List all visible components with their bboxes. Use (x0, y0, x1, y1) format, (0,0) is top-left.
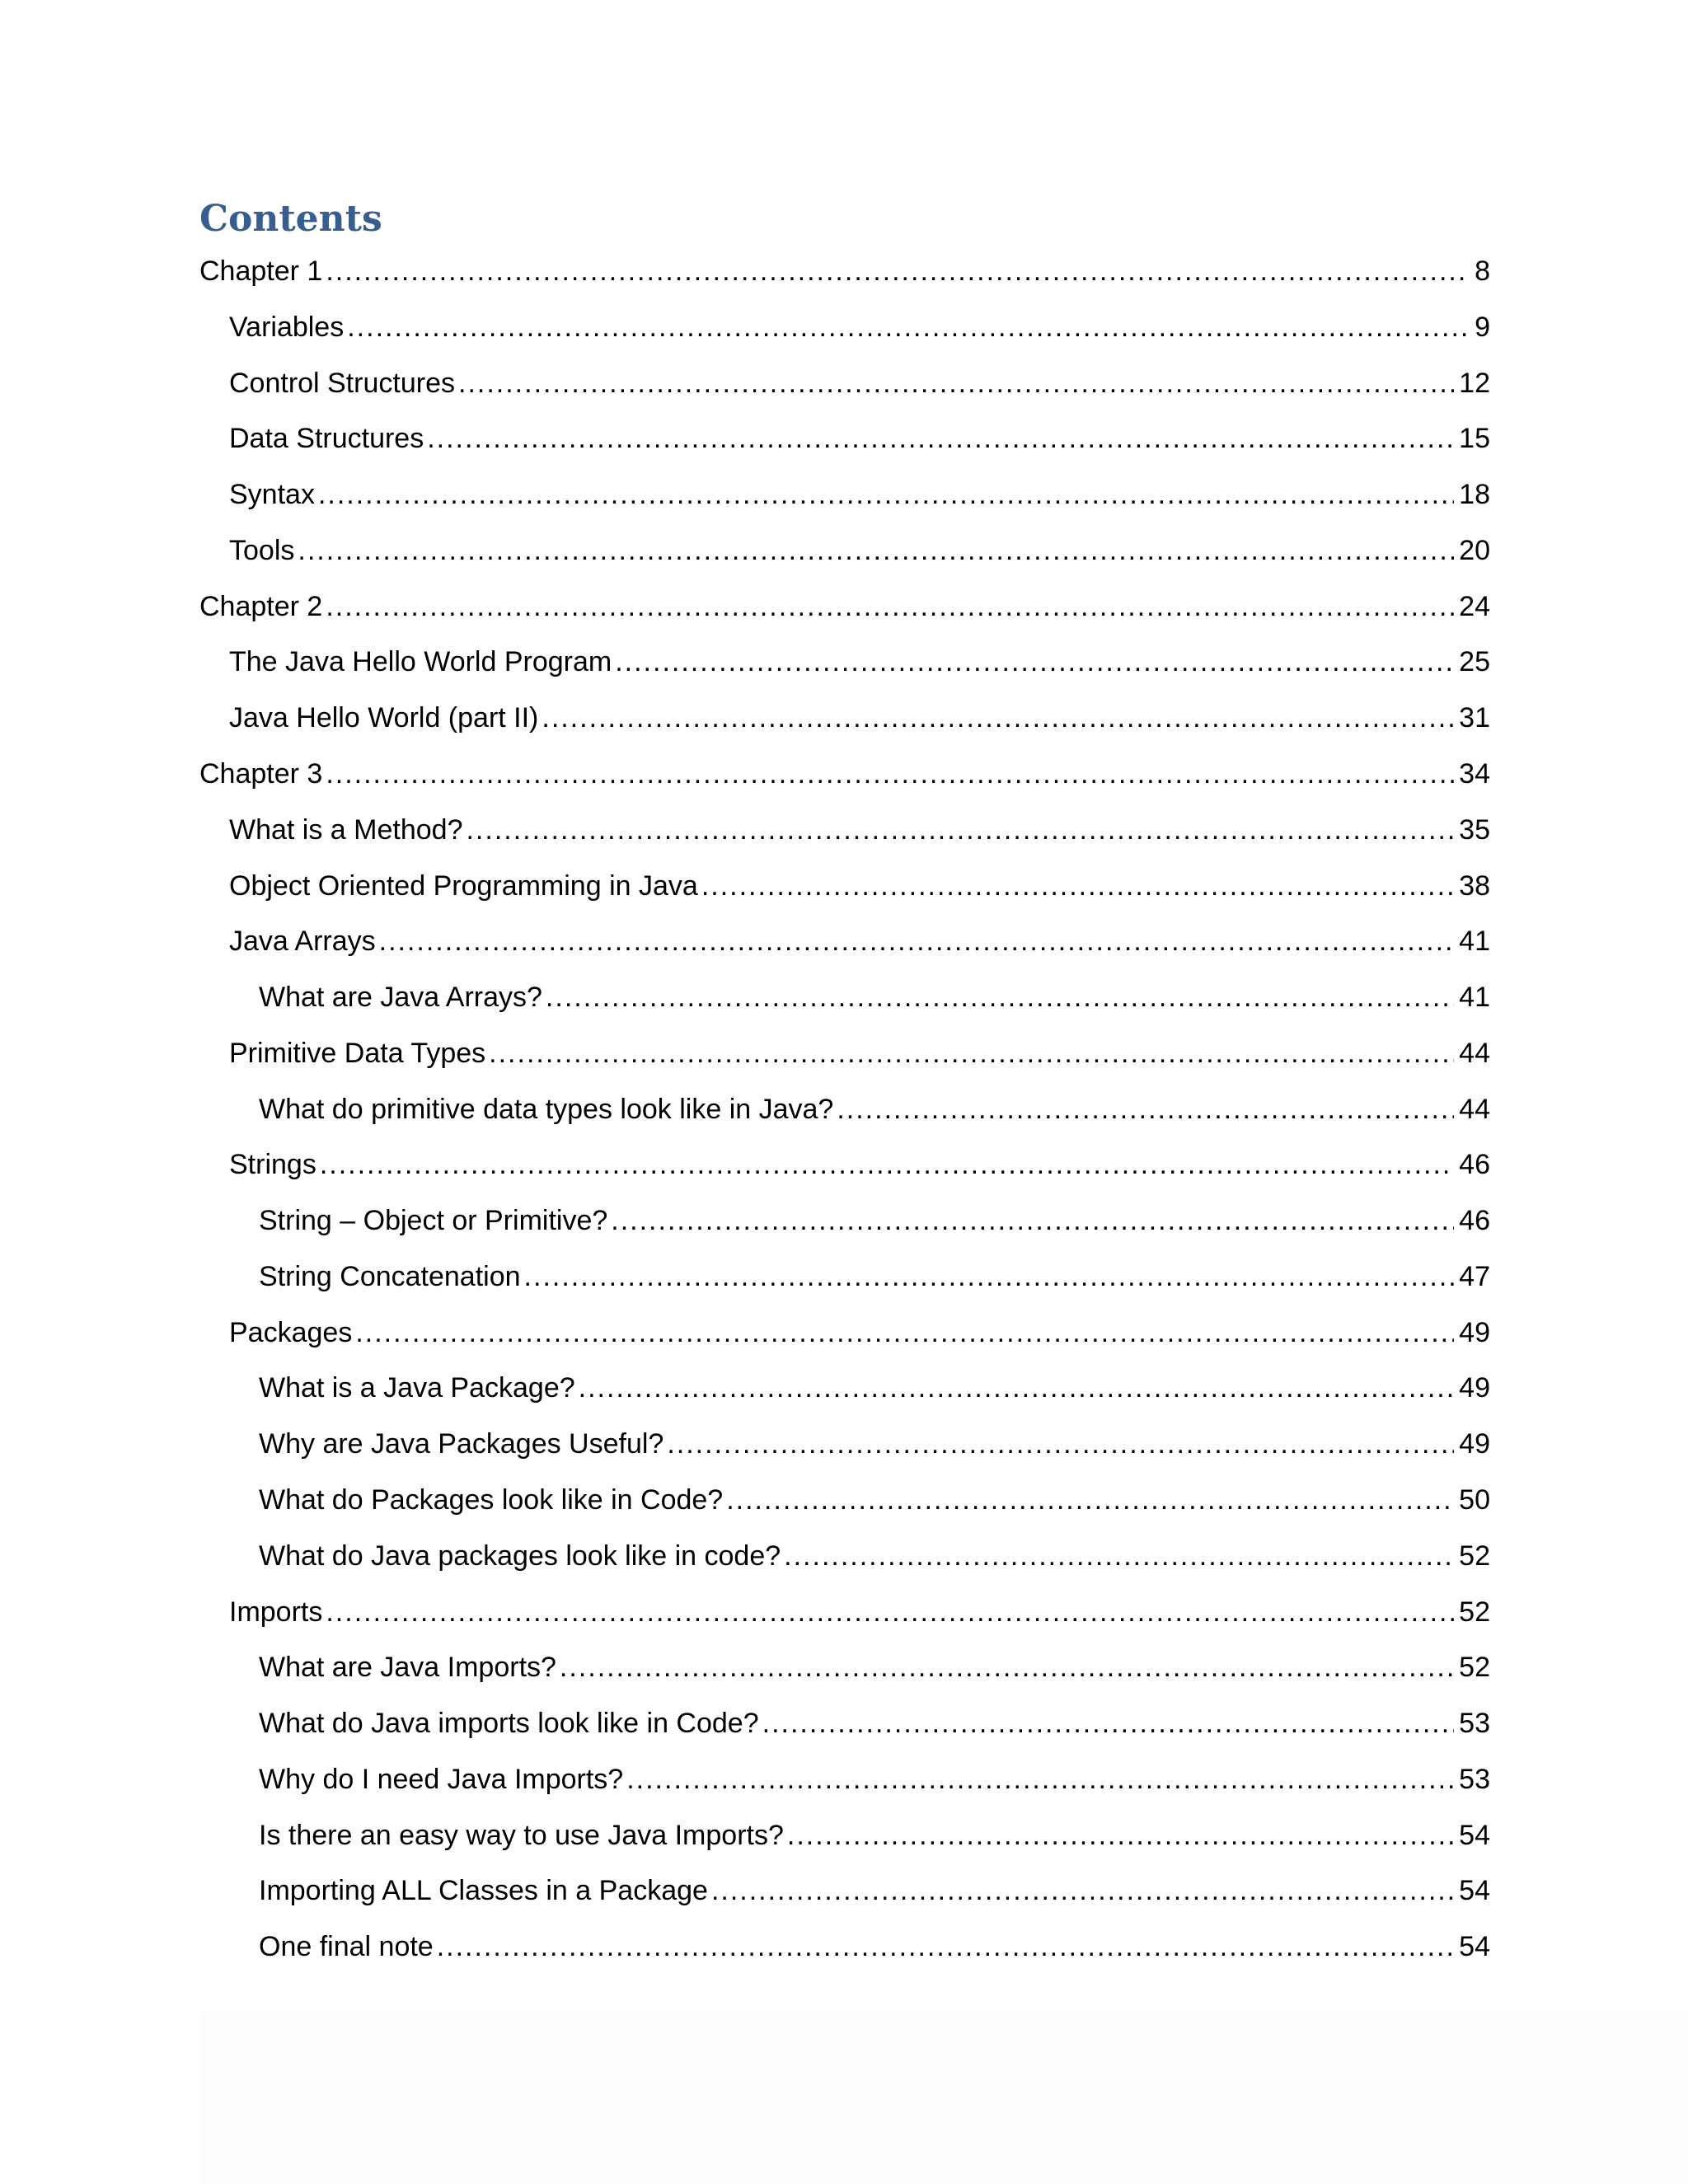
toc-entry-label: Control Structures (229, 367, 455, 399)
toc-entry[interactable] (229, 530, 1490, 571)
toc-dot-leader (626, 1759, 1454, 1800)
toc-entry-label: What do primitive data types look like in Java? (259, 1093, 834, 1125)
toc-entry[interactable] (259, 1535, 1490, 1577)
toc-entry-page-number: 20 (1459, 534, 1490, 566)
toc-entry[interactable] (259, 1367, 1490, 1408)
toc-entry-label: Primitive Data Types (229, 1037, 486, 1069)
toc-dot-leader (379, 921, 1455, 962)
toc-entry-label: Strings (229, 1149, 316, 1181)
toc-dot-leader (560, 1647, 1454, 1688)
toc-dot-leader (437, 1926, 1454, 1967)
toc-entry-page-number: 54 (1459, 1819, 1490, 1851)
toc-entry[interactable] (259, 1089, 1490, 1130)
toc-entry[interactable] (229, 697, 1490, 738)
toc-entry[interactable] (259, 1647, 1490, 1688)
toc-dot-leader (355, 1312, 1454, 1353)
toc-entry[interactable] (259, 1479, 1490, 1521)
toc-entry-page-number: 47 (1459, 1260, 1490, 1292)
toc-dot-leader (466, 809, 1454, 851)
toc-entry-label: Object Oriented Programming in Java (229, 869, 698, 902)
toc-entry-page-number: 38 (1459, 869, 1490, 902)
toc-entry-label: What do Packages look like in Code? (259, 1483, 724, 1516)
toc-dot-leader (542, 697, 1454, 738)
toc-entry[interactable] (229, 474, 1490, 515)
toc-dot-leader (318, 474, 1454, 515)
toc-entry[interactable] (199, 251, 1490, 292)
toc-entry[interactable] (229, 641, 1490, 682)
toc-dot-leader (326, 586, 1454, 627)
toc-entry-page-number: 34 (1459, 757, 1490, 790)
toc-entry-label: What do Java packages look like in code? (259, 1540, 781, 1572)
toc-entry-label: Java Arrays (229, 926, 376, 958)
toc-entry-label: Why are Java Packages Useful? (259, 1428, 664, 1460)
toc-entry[interactable] (229, 1033, 1490, 1074)
toc-dot-leader (427, 418, 1454, 459)
toc-entry-label: String – Object or Primitive? (259, 1205, 608, 1237)
toc-entry-page-number: 53 (1459, 1763, 1490, 1795)
toc-entry-page-number: 25 (1459, 646, 1490, 678)
toc-dot-leader (458, 363, 1454, 404)
toc-entry-page-number: 49 (1459, 1316, 1490, 1348)
toc-entry-label: String Concatenation (259, 1260, 521, 1292)
toc-dot-leader (667, 1423, 1454, 1465)
toc-entry-page-number: 44 (1459, 1037, 1490, 1069)
toc-entry[interactable] (259, 1423, 1490, 1465)
toc-entry-page-number: 46 (1459, 1205, 1490, 1237)
toc-entry-label: Chapter 2 (199, 590, 323, 622)
toc-entry[interactable] (199, 586, 1490, 627)
toc-entry-page-number: 18 (1459, 479, 1490, 511)
toc-entry[interactable] (229, 809, 1490, 851)
toc-dot-leader (762, 1703, 1455, 1744)
toc-entry[interactable] (259, 1870, 1490, 1911)
toc-entry[interactable] (229, 1312, 1490, 1353)
toc-entry[interactable] (229, 921, 1490, 962)
toc-entry-page-number: 44 (1459, 1093, 1490, 1125)
toc-entry[interactable] (259, 1926, 1490, 1967)
toc-title: Contents (199, 198, 382, 240)
toc-entry-label: Is there an easy way to use Java Imports? (259, 1819, 784, 1851)
toc-dot-leader (784, 1535, 1454, 1577)
toc-entry-label: Data Structures (229, 423, 424, 455)
toc-entry-page-number: 53 (1459, 1708, 1490, 1739)
toc-dot-leader (347, 307, 1470, 348)
toc-entry-label: What are Java Imports? (259, 1652, 556, 1684)
toc-dot-leader (326, 251, 1470, 292)
toc-entry[interactable] (259, 1256, 1490, 1297)
toc-entry-label: Chapter 3 (199, 757, 323, 790)
toc-dot-leader (298, 530, 1454, 571)
toc-entry-label: The Java Hello World Program (229, 646, 612, 678)
toc-entry-page-number: 49 (1459, 1428, 1490, 1460)
toc-entry-label: Variables (229, 311, 345, 343)
toc-entry-label: Importing ALL Classes in a Package (259, 1875, 708, 1907)
toc-dot-leader (326, 1591, 1454, 1633)
toc-entry[interactable] (259, 1815, 1490, 1856)
toc-entry[interactable] (229, 418, 1490, 459)
toc-entry-label: What do Java imports look like in Code? (259, 1708, 759, 1739)
toc-entry-page-number: 52 (1459, 1540, 1490, 1572)
toc-entry-page-number: 9 (1475, 311, 1490, 343)
toc-entry[interactable] (259, 1703, 1490, 1744)
toc-entry-label: Packages (229, 1316, 353, 1348)
toc-entry-page-number: 12 (1459, 367, 1490, 399)
toc-entry-label: Syntax (229, 479, 315, 511)
toc-dot-leader (489, 1033, 1454, 1074)
toc-entry-page-number: 41 (1459, 982, 1490, 1013)
toc-entry-label: Chapter 1 (199, 255, 323, 287)
toc-entry-page-number: 52 (1459, 1652, 1490, 1684)
toc-dot-leader (837, 1089, 1454, 1130)
toc-entry-page-number: 41 (1459, 926, 1490, 958)
toc-dot-leader (701, 865, 1454, 907)
toc-dot-leader (326, 753, 1454, 794)
toc-entry-page-number: 54 (1459, 1875, 1490, 1907)
toc-dot-leader (615, 641, 1454, 682)
toc-entry-label: What are Java Arrays? (259, 982, 542, 1013)
toc-dot-leader (611, 1200, 1454, 1241)
toc-entry-page-number: 54 (1459, 1931, 1490, 1963)
toc-entry-label: What is a Method? (229, 813, 463, 846)
toc-entry-page-number: 24 (1459, 590, 1490, 622)
toc-entry-page-number: 35 (1459, 813, 1490, 846)
toc-entry-label: Imports (229, 1596, 323, 1628)
toc-entry-label: What is a Java Package? (259, 1372, 575, 1404)
toc-entry[interactable] (199, 753, 1490, 794)
toc-entry-page-number: 31 (1459, 702, 1490, 734)
toc-dot-leader (711, 1870, 1454, 1911)
toc-entry[interactable] (259, 1759, 1490, 1800)
toc-dot-leader (787, 1815, 1454, 1856)
toc-entry[interactable] (229, 363, 1490, 404)
toc-dot-leader (524, 1256, 1455, 1297)
toc-dot-leader (579, 1367, 1455, 1408)
toc-entry-page-number: 52 (1459, 1596, 1490, 1628)
toc-entry[interactable] (229, 1144, 1490, 1185)
toc-entry[interactable] (259, 977, 1490, 1018)
toc-entry[interactable] (229, 1591, 1490, 1633)
toc-entry-label: Why do I need Java Imports? (259, 1763, 624, 1795)
toc-dot-leader (546, 977, 1454, 1018)
toc-entry-label: One final note (259, 1931, 434, 1963)
toc-entry-page-number: 8 (1475, 255, 1490, 287)
toc-dot-leader (726, 1479, 1454, 1521)
toc-dot-leader (320, 1144, 1454, 1185)
toc-entry[interactable] (259, 1200, 1490, 1241)
toc-entry-page-number: 50 (1459, 1483, 1490, 1516)
toc-entry-page-number: 46 (1459, 1149, 1490, 1181)
toc-entry-page-number: 15 (1459, 423, 1490, 455)
toc-entry-page-number: 49 (1459, 1372, 1490, 1404)
toc-entry-label: Tools (229, 534, 295, 566)
page-shading (202, 2011, 1688, 2184)
toc-entry-label: Java Hello World (part II) (229, 702, 539, 734)
toc-entry[interactable] (229, 865, 1490, 907)
toc-entry[interactable] (229, 307, 1490, 348)
